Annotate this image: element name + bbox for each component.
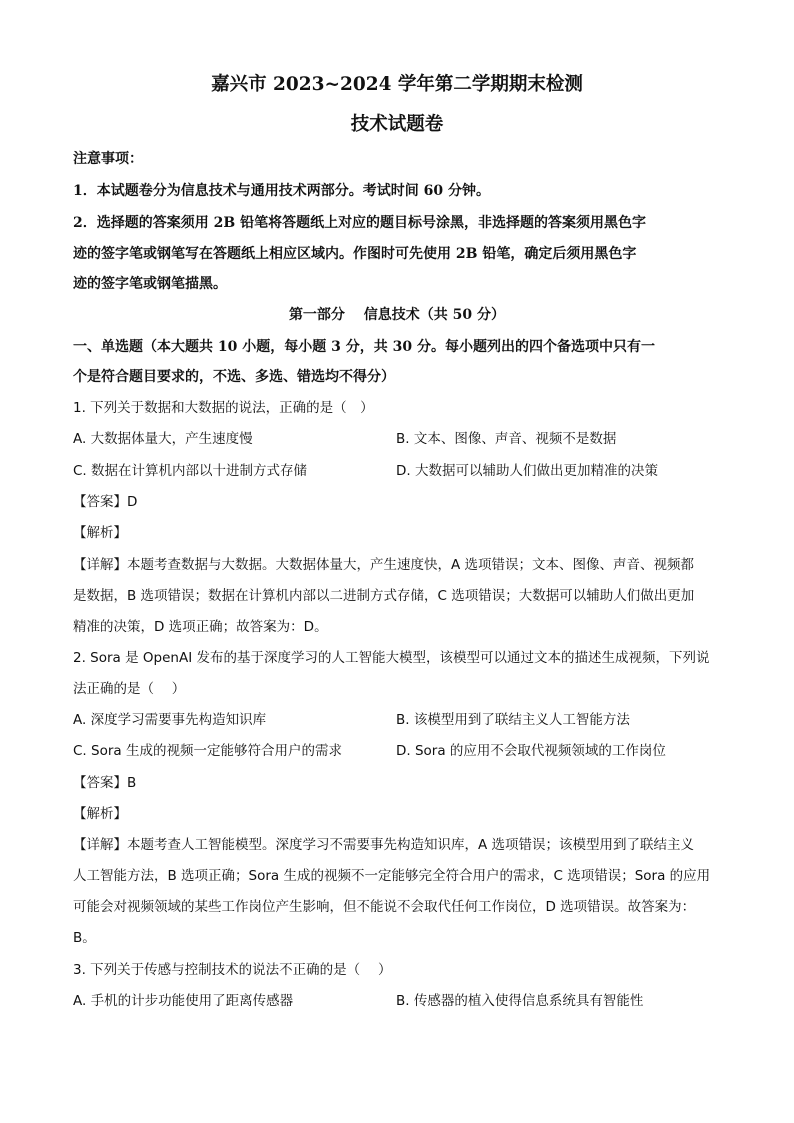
exam-subtitle: 技术试题卷 xyxy=(350,114,444,135)
q3-option-a: A. 手机的计步功能使用了距离传感器 xyxy=(73,993,294,1009)
q1-detail-line-2: 是数据，B 选项错误；数据在计算机内部以二进制方式存储，C 选项错误；大数据可以辅助人们做出更加 xyxy=(73,588,695,604)
q1-option-d: D. 大数据可以辅助人们做出更加精准的决策 xyxy=(396,463,658,479)
notes-item-2-line-2: 迹的签字笔或钢笔写在答题纸上相应区域内。作图时可先使用 2B 铅笔，确定后须用黑色字 xyxy=(73,246,637,262)
section1-heading-line-1: 一、单选题（本大题共 10 小题，每小题 3 分，共 30 分。每小题列出的四个备选项中只有一 xyxy=(73,339,655,355)
q2-analysis-label: 【解析】 xyxy=(73,806,127,822)
q2-detail-line-3: 可能会对视频领域的某些工作岗位产生影响，但不能说不会取代任何工作岗位，D 选项错误。故答案为： xyxy=(73,899,696,915)
q2-option-d: D. Sora 的应用不会取代视频领域的工作岗位 xyxy=(396,743,666,759)
q2-stem-line-1: 2. Sora 是 OpenAI 发布的基于深度学习的人工智能大模型，该模型可以通过文本的描述生成视频，下列说 xyxy=(73,650,710,666)
notes-item-2-line-1: 2．选择题的答案须用 2B 铅笔将答题纸上对应的题目标号涂黑，非选择题的答案须用黑色字 xyxy=(73,215,647,231)
q2-answer: 【答案】B xyxy=(73,775,137,791)
notes-heading: 注意事项： xyxy=(73,151,143,167)
q1-stem: 1. 下列关于数据和大数据的说法，正确的是（ ） xyxy=(73,400,374,416)
q2-option-c: C. Sora 生成的视频一定能够符合用户的需求 xyxy=(73,743,342,759)
q1-option-a: A. 大数据体量大，产生速度慢 xyxy=(73,431,253,447)
q1-answer: 【答案】D xyxy=(73,494,138,510)
q1-detail-line-3: 精准的决策，D 选项正确；故答案为：D。 xyxy=(73,619,328,635)
exam-title: 嘉兴市 2023~2024 学年第二学期期末检测 xyxy=(211,74,583,95)
q3-stem: 3. 下列关于传感与控制技术的说法不正确的是（ ） xyxy=(73,962,392,978)
q2-detail-line-4: B。 xyxy=(73,930,96,946)
q1-option-c: C. 数据在计算机内部以十进制方式存储 xyxy=(73,463,308,479)
q2-option-b: B. 该模型用到了联结主义人工智能方法 xyxy=(396,712,630,728)
q2-detail-line-2: 人工智能方法，B 选项正确；Sora 生成的视频不一定能够完全符合用户的需求，C 选项错误；Sora 的应用 xyxy=(73,868,711,884)
q2-option-a: A. 深度学习需要事先构造知识库 xyxy=(73,712,267,728)
q2-detail-line-1: 【详解】本题考查人工智能模型。深度学习不需要事先构造知识库，A 选项错误；该模型用到了联结主义 xyxy=(73,837,695,853)
q3-option-b: B. 传感器的植入使得信息系统具有智能性 xyxy=(396,993,644,1009)
notes-item-2-line-3: 迹的签字笔或钢笔描黑。 xyxy=(73,276,227,292)
q1-option-b: B. 文本、图像、声音、视频不是数据 xyxy=(396,431,617,447)
section1-heading-line-2: 个是符合题目要求的，不选、多选、错选均不得分） xyxy=(73,369,395,385)
notes-item-1: 1．本试题卷分为信息技术与通用技术两部分。考试时间 60 分钟。 xyxy=(73,183,490,199)
q2-stem-line-2: 法正确的是（ ） xyxy=(73,681,186,697)
q1-detail-line-1: 【详解】本题考查数据与大数据。大数据体量大，产生速度快，A 选项错误；文本、图像、声音、视频都 xyxy=(73,557,695,573)
q1-analysis-label: 【解析】 xyxy=(73,525,127,541)
part1-heading: 第一部分 信息技术（共 50 分） xyxy=(288,307,506,323)
